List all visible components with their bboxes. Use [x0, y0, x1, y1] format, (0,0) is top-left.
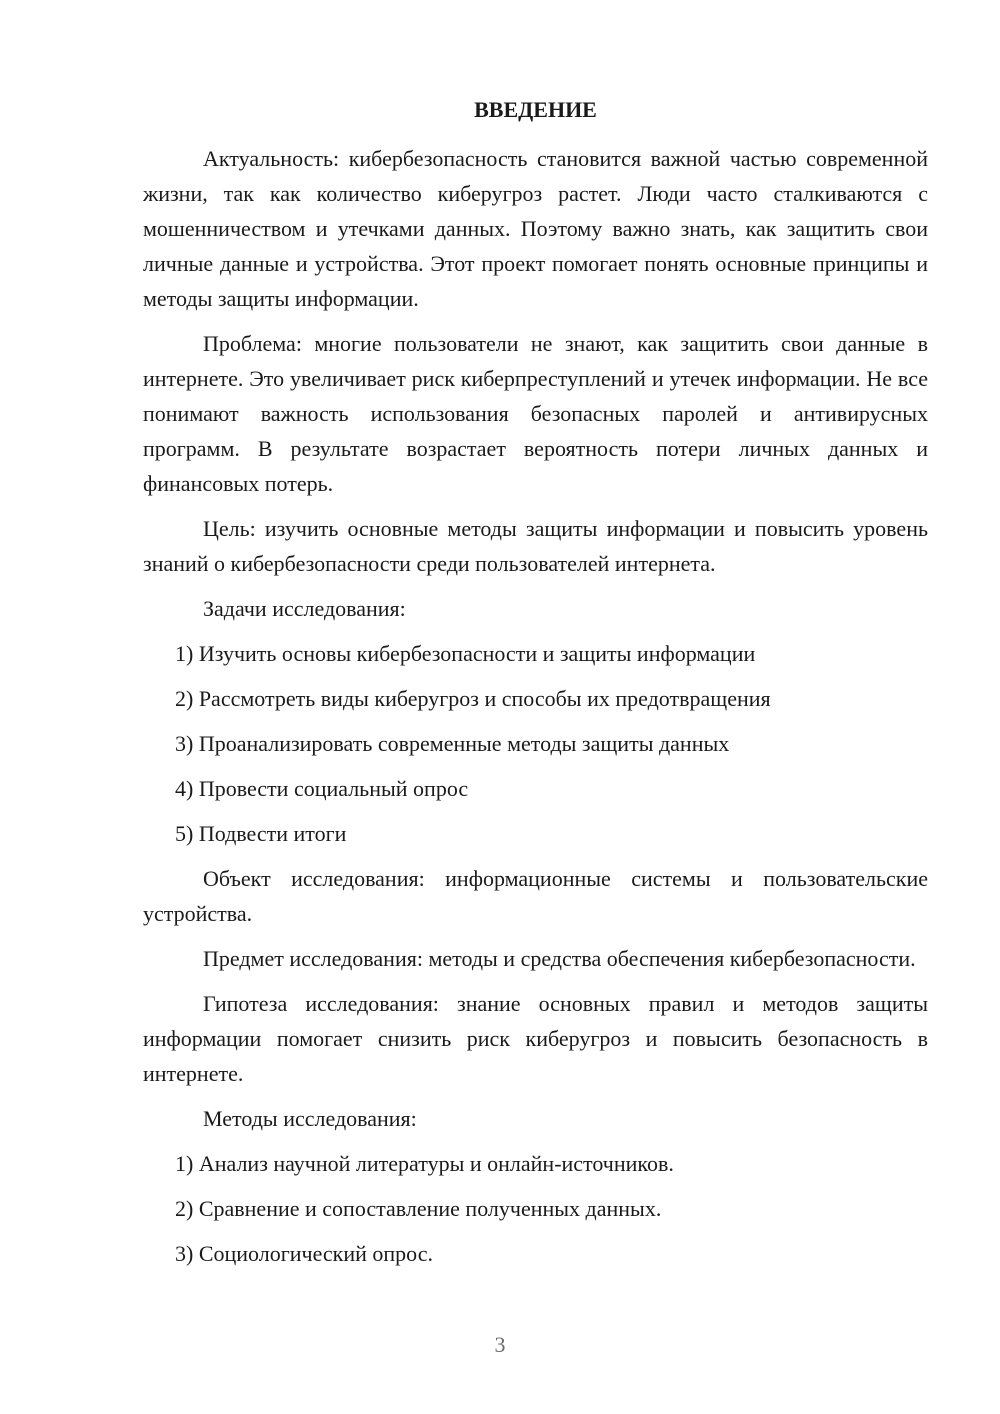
task-item: 3) Проанализировать современные методы защиты данных [175, 731, 730, 756]
task-item: 1) Изучить основы кибербезопасности и защиты информации [175, 641, 756, 666]
section-title: ВВЕДЕНИЕ [474, 97, 597, 122]
page-number: 3 [494, 1332, 506, 1357]
methods-heading: Методы исследования: [203, 1106, 417, 1131]
task-item: 2) Рассмотреть виды киберугроз и способы их предотвращения [175, 686, 771, 711]
task-item: 4) Провести социальный опрос [175, 776, 469, 801]
relevance-paragraph: Актуальность: кибербезопасность становится важной частью современной жизни, так как количество киберугроз растет. Люди часто сталкиваются с мошенничеством и утечками данных. Поэтому важно знать, как защитить свои личные данные и устройства. Этот проект помогает понять основные принципы и методы защиты информации. [143, 146, 928, 311]
task-item: 5) Подвести итоги [175, 821, 347, 846]
problem-paragraph: Проблема: многие пользователи не знают, как защитить свои данные в интернете. Это увеличивает риск киберпреступлений и утечек информации. Не все понимают важность использования безопасных паролей и антивирусных программ. В результате возрастает вероятность потери личных данных и финансовых потерь. [143, 331, 928, 496]
tasks-heading: Задачи исследования: [203, 596, 406, 621]
method-item: 3) Социологический опрос. [175, 1241, 433, 1266]
hypothesis-paragraph: Гипотеза исследования: знание основных правил и методов защиты информации помогает снизить риск киберугроз и повысить безопасность в интернете. [143, 991, 928, 1086]
method-item: 1) Анализ научной литературы и онлайн-источников. [175, 1151, 674, 1176]
goal-paragraph: Цель: изучить основные методы защиты информации и повысить уровень знаний о кибербезопасности среди пользователей интернета. [143, 516, 928, 576]
document-page [143, 92, 928, 1281]
subject-paragraph: Предмет исследования: методы и средства обеспечения кибербезопасности. [203, 946, 916, 971]
object-paragraph: Объект исследования: информационные системы и пользовательские устройства. [143, 866, 928, 926]
method-item: 2) Сравнение и сопоставление полученных данных. [175, 1196, 662, 1221]
